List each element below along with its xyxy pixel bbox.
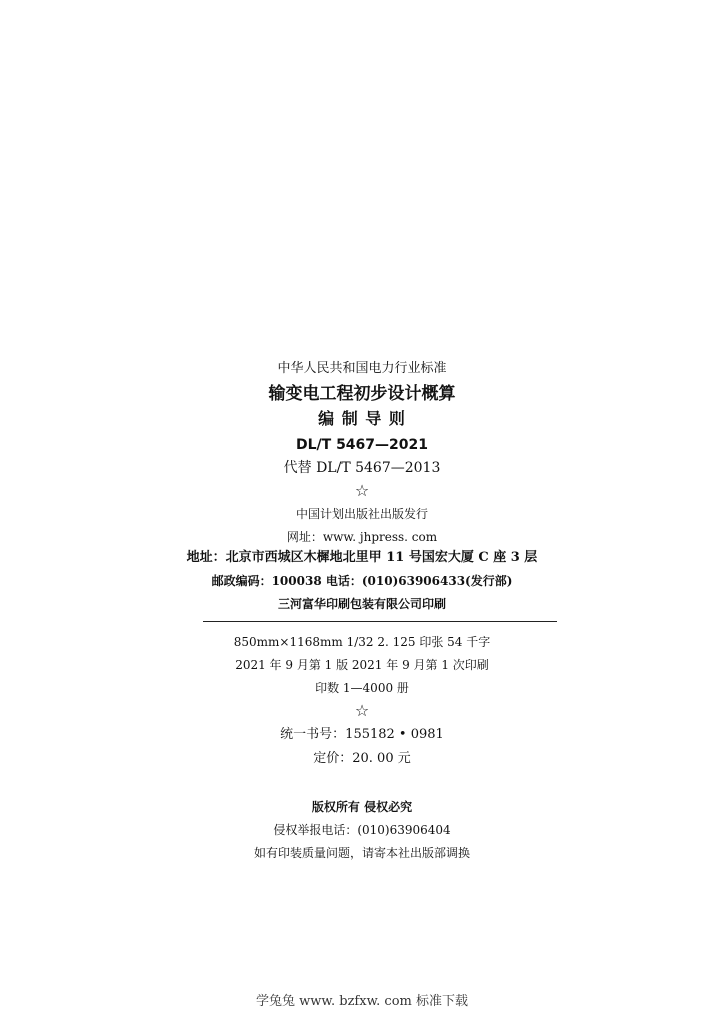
replaces-standard: 代替 DL/T 5467—2013 bbox=[283, 460, 441, 476]
edition-info: 2021 年 9 月第 1 版 2021 年 9 月第 1 次印刷 bbox=[235, 658, 489, 672]
star-divider-bottom: ☆ bbox=[354, 701, 370, 720]
book-number: 统一书号：155182 • 0981 bbox=[280, 727, 444, 742]
publisher-address: 地址：北京市西城区木樨地北里甲 11 号国宏大厦 C 座 3 层 bbox=[186, 550, 538, 565]
price: 定价：20. 00 元 bbox=[313, 751, 411, 766]
horizontal-rule bbox=[203, 621, 557, 622]
watermark-text: 学兔兔 www. bzfxw. com 标准下载 bbox=[256, 994, 468, 1009]
publisher-website: 网址：www. jhpress. com bbox=[286, 530, 438, 544]
publisher-name: 中国计划出版社出版发行 bbox=[295, 507, 428, 521]
copyright-notice: 版权所有 侵权必究 bbox=[311, 800, 413, 814]
standard-code: DL/T 5467—2021 bbox=[295, 437, 428, 453]
star-divider-top: ☆ bbox=[354, 481, 370, 500]
standard-series: 中华人民共和国电力行业标准 bbox=[277, 361, 447, 376]
quality-notice: 如有印装质量问题，请寄本社出版部调换 bbox=[253, 846, 470, 860]
print-format: 850mm×1168mm 1/32 2. 125 印张 54 千字 bbox=[233, 635, 491, 649]
infringement-report-phone: 侵权举报电话：(010)63906404 bbox=[273, 823, 451, 837]
publisher-contact: 邮政编码：100038 电话：(010)63906433(发行部) bbox=[211, 574, 513, 588]
print-run: 印数 1—4000 册 bbox=[315, 681, 409, 695]
document-title: 输变电工程初步设计概算 bbox=[268, 384, 456, 404]
document-subtitle: 编 制 导 则 bbox=[318, 409, 406, 428]
printer-name: 三河富华印刷包装有限公司印刷 bbox=[277, 597, 446, 611]
